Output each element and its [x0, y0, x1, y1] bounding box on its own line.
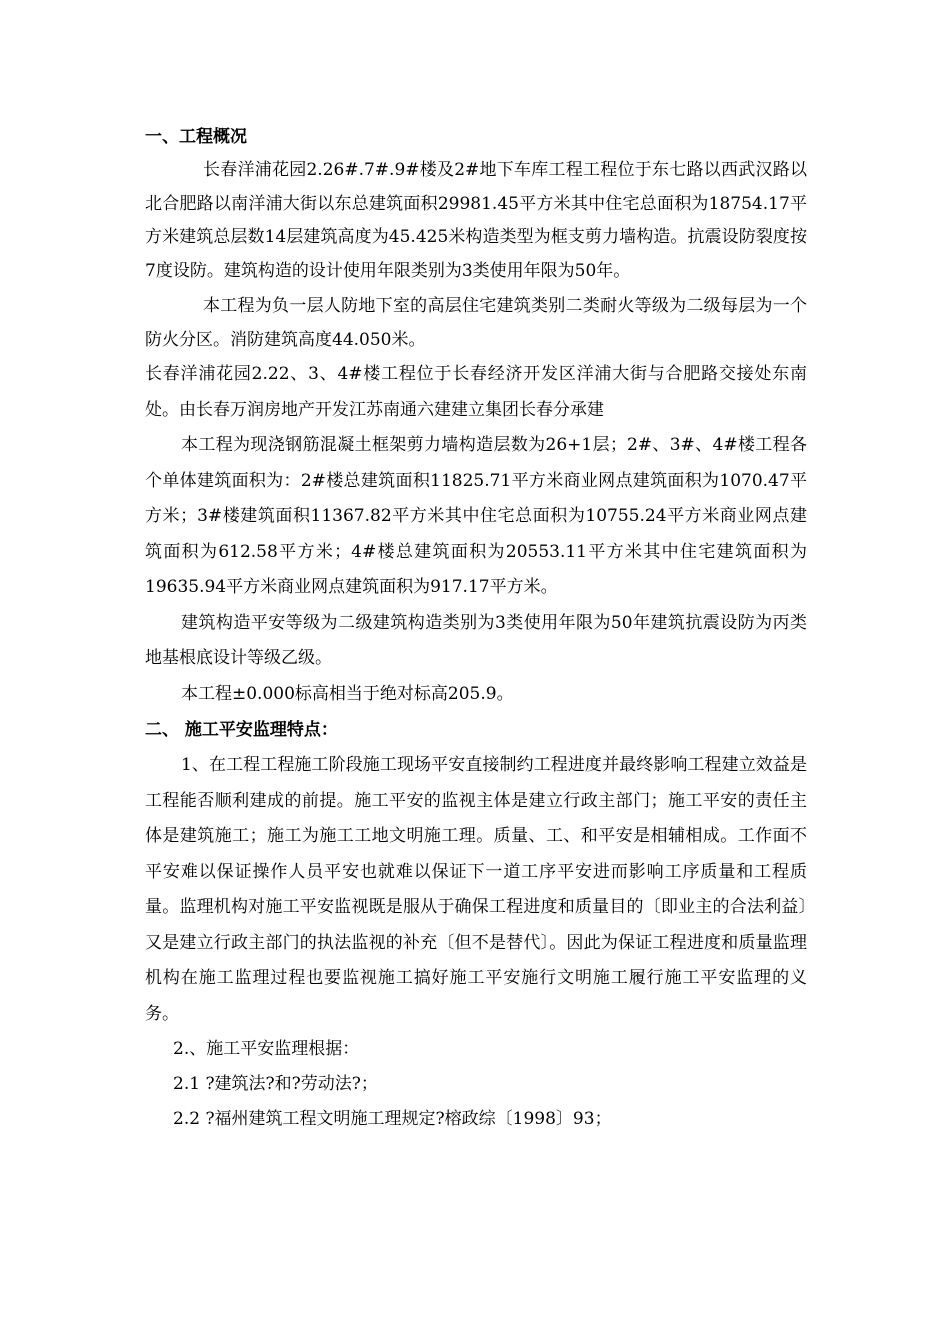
list-item-basis-2-2: 2.2 ?福州建筑工程文明施工理规定?榕政综〔1998〕93；	[173, 1109, 612, 1129]
list-item-basis-2-1: 2.1 ?建筑法?和?劳动法?；	[173, 1074, 378, 1094]
paragraph-overview-4: 本工程为现浇钢筋混凝土框架剪力墙构造层数为26+1层；2#、3#、4#楼工程各个单体建筑面积为：2#楼总建筑面积11825.71平方米商业网点建筑面积为1070.47平方米；3#楼建筑面积11367.82平方米其中住宅总面积为10755.24平方米商业网点建筑面积为612.58平方米；4#楼总建筑面积为20553.11平方米其中住宅建筑面积为19635.94平方米商业网点建筑面积为917.17平方米。	[145, 435, 807, 597]
paragraph-overview-6: 本工程±0.000标高相当于绝对标高205.9。	[181, 683, 514, 704]
paragraph-overview-5: 建筑构造平安等级为二级建筑构造类别为3类使用年限为50年建筑抗震设防为丙类地基根底设计等级乙级。	[145, 612, 807, 668]
section-heading-overview: 一、工程概况	[145, 127, 247, 147]
paragraph-overview-3: 长春洋浦花园2.22、3、4#楼工程位于长春经济开发区洋浦大街与合肥路交接处东南处。由长春万润房地产开发江苏南通六建建立集团长春分承建	[145, 364, 807, 420]
document-body	[145, 118, 807, 1137]
paragraph-overview-1: 长春洋浦花园2.26#.7#.9#楼及2#地下车库工程工程位于东七路以西武汉路以北合肥路以南洋浦大街以东总建筑面积29981.45平方米其中住宅总面积为18754.17平方米建筑总层数14层建筑高度为45.425米构造类型为框支剪力墙构造。抗震设防裂度按7度设防。建筑构造的设计使用年限类别为3类使用年限为50年。	[145, 160, 807, 281]
list-item-basis: 2.、施工平安监理根据：	[173, 1039, 360, 1059]
paragraph-overview-2: 本工程为负一层人防地下室的高层住宅建筑类别二类耐火等级为二级每层为一个防火分区。消防建筑高度44.050米。	[145, 296, 807, 350]
section-heading-safety: 二、 施工平安监理特点：	[145, 720, 338, 740]
paragraph-safety-1: 1、在工程工程施工阶段施工现场平安直接制约工程进度并最终影响工程建立效益是工程能否顺利建成的前提。施工平安的监视主体是建立行政主部门；施工平安的责任主体是建筑施工；施工为施工工地文明施工理。质量、工、和平安是相辅相成。工作面不平安难以保证操作人员平安也就难以保证下一道工序平安进而影响工序质量和工程质量。监理机构对施工平安监视既是服从于确保工程进度和质量目的〔即业主的合法利益〕又是建立行政主部门的执法监视的补充〔但不是替代〕。因此为保证工程进度和质量监理机构在施工监理过程也要监视施工搞好施工平安施行文明施工履行施工平安监理的义务。	[145, 755, 807, 1024]
